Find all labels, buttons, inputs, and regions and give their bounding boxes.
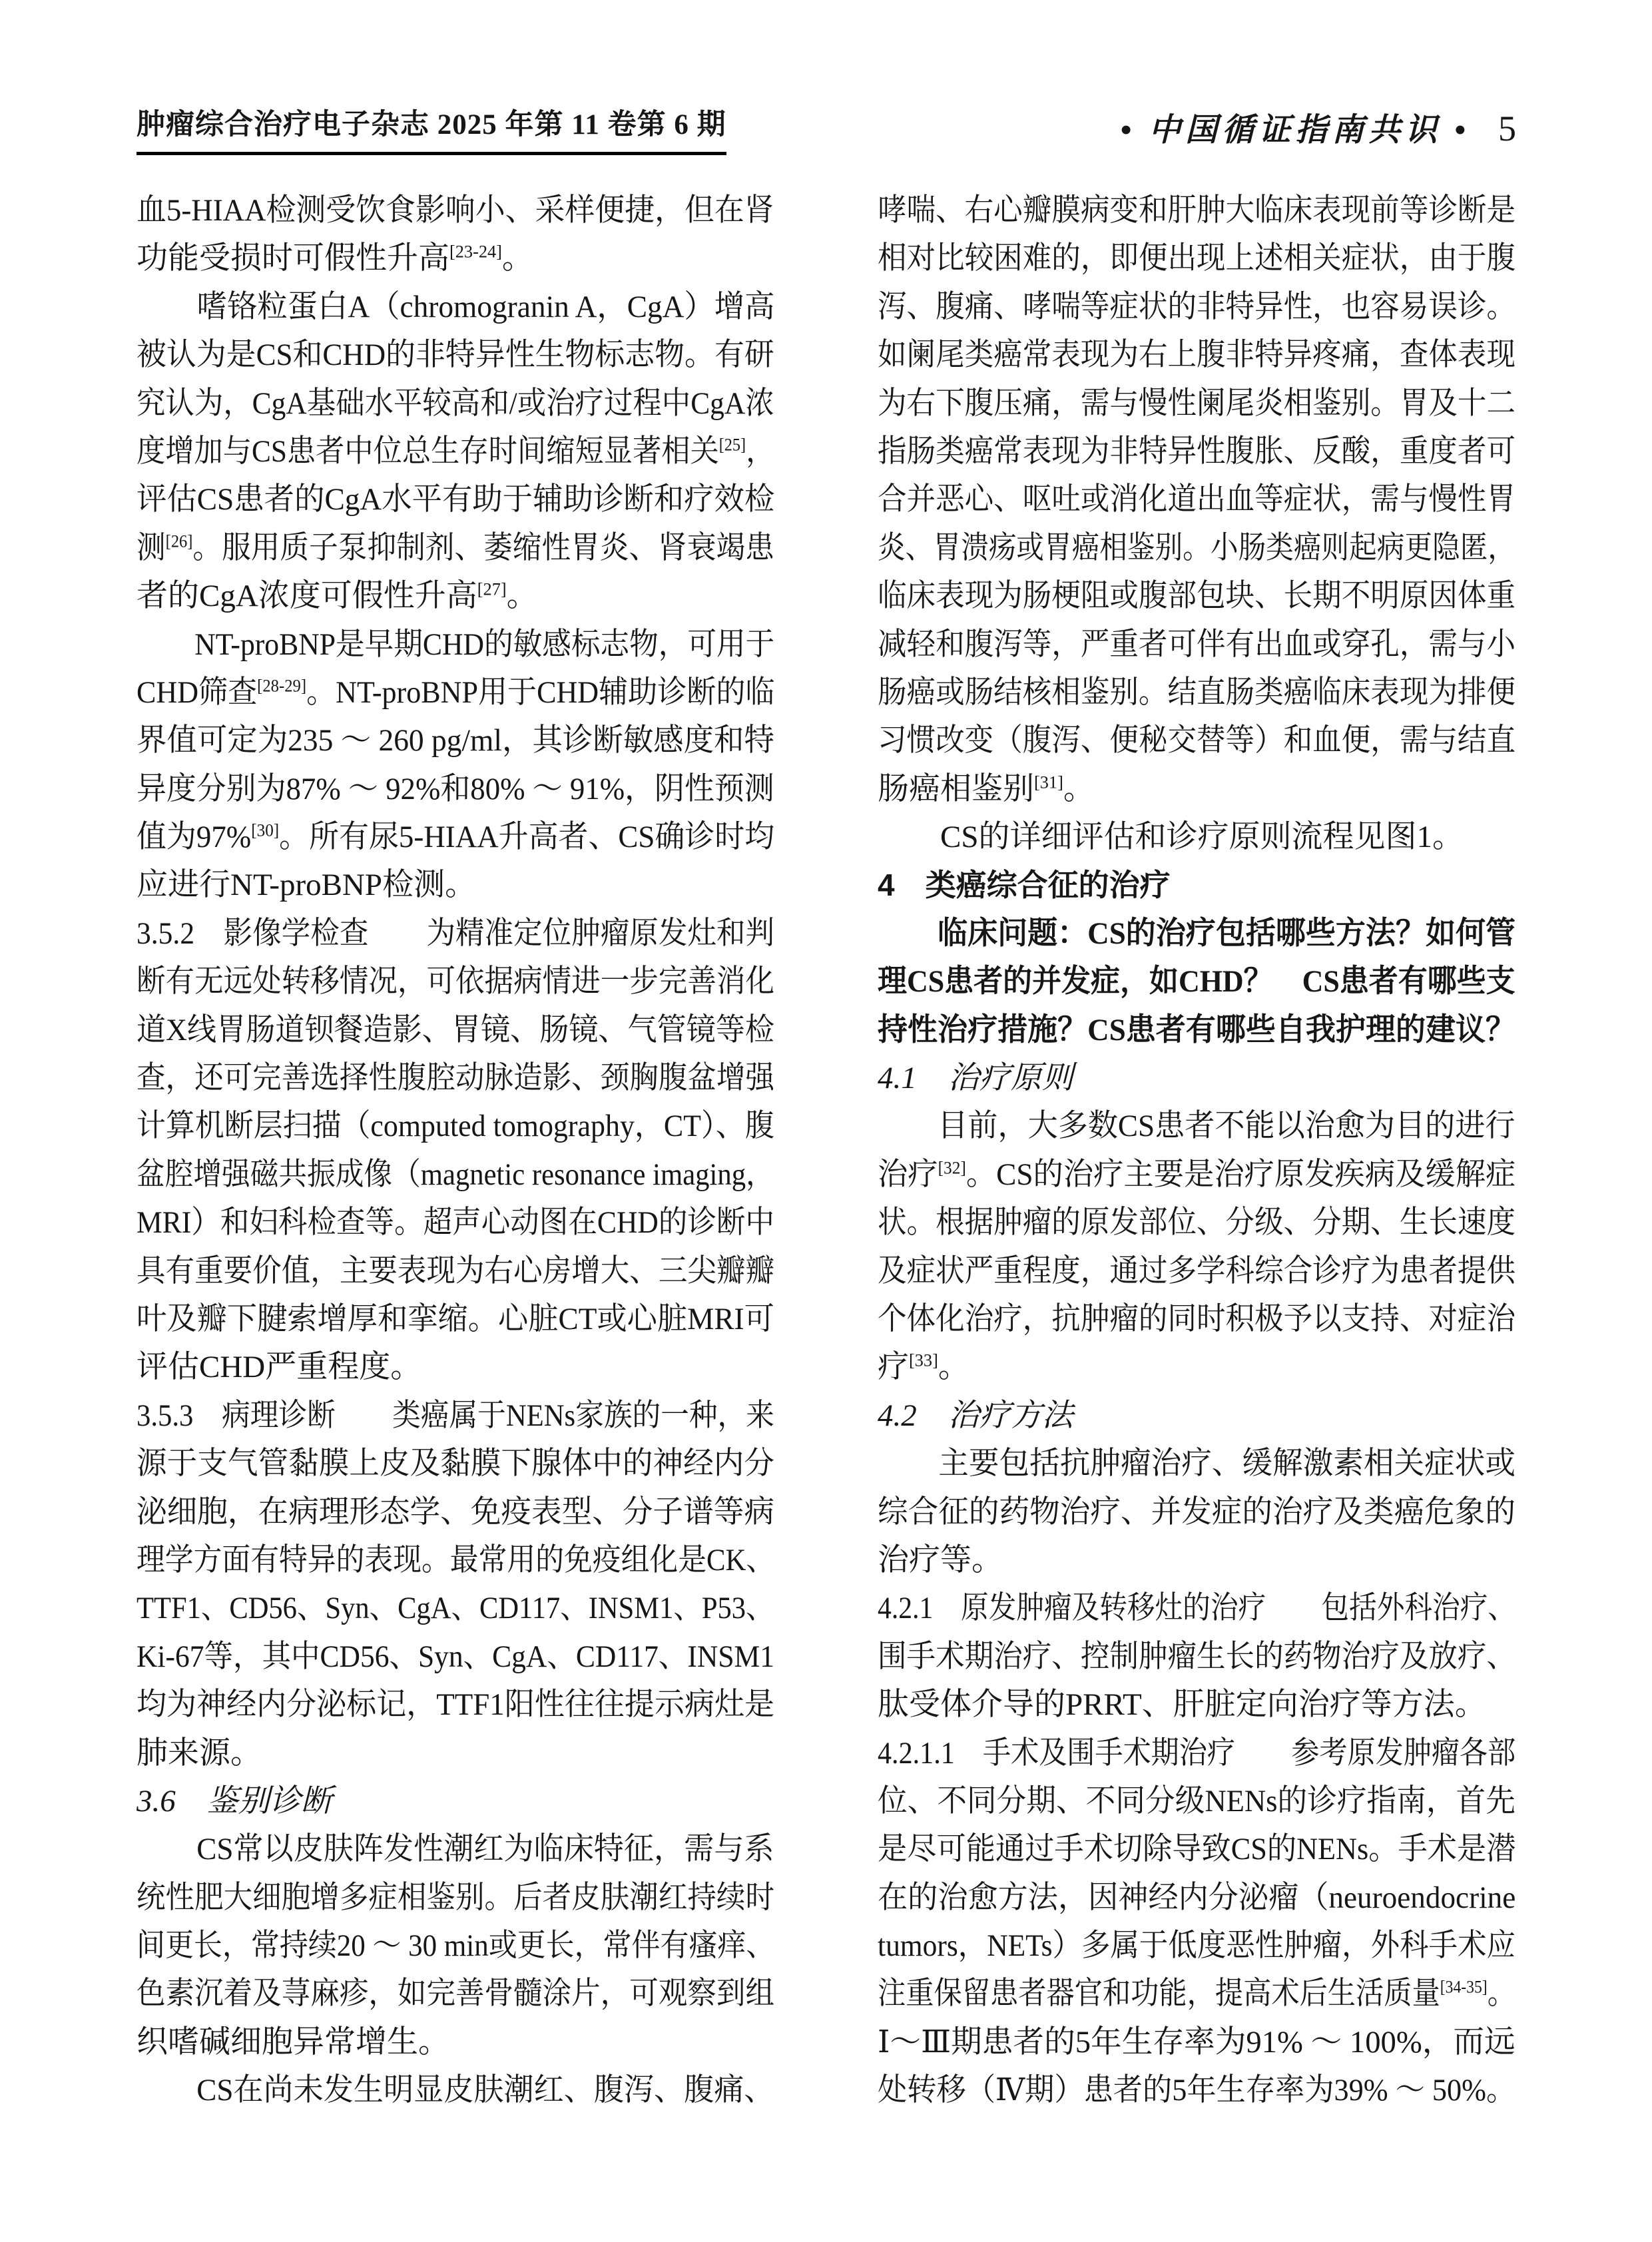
text-run: 测 [137,530,166,565]
text-run: ， [746,433,775,469]
text-run: CS在尚未发生明显皮肤潮红、腹泻、腹痛、 [196,2073,774,2108]
text-line [878,524,1515,572]
text-run: 4.2.1 原发肿瘤及转移灶的治疗 包括外科治疗、 [878,1591,1515,1626]
text-run: 3.6 鉴别诊断 [137,1783,332,1819]
text-line [137,2066,774,2114]
text-line [137,716,774,764]
text-run: CS常以皮肤阵发性潮红为临床特征，需与系 [196,1832,774,1867]
text-line [878,1922,1515,1970]
text-line [137,524,774,572]
text-line [137,1584,774,1632]
text-run: 3.5.2 影像学检查 为精准定位肿瘤原发灶和判 [137,916,774,951]
reference-superscript: [34-35] [1440,1977,1488,1997]
text-line [878,1247,1515,1295]
text-run: 注重保留患者器官和功能，提高术后生活质量 [878,1976,1440,2012]
text-line [878,1536,1515,1584]
text-run: CS的详细评估和诊疗原则流程见图1。 [940,820,1464,855]
text-run: 度增加与CS患者中位总生存时间缩短显著相关 [137,433,719,469]
text-line [137,186,774,234]
text-line [878,1825,1516,1873]
text-line [878,1343,1515,1391]
text-run: Ⅰ～Ⅲ期患者的5年生存率为91% ～ 100%，而远 [878,2024,1515,2060]
text-run: 。 [506,579,538,614]
text-line [878,1054,1515,1102]
text-run: 被认为是CS和CHD的非特异性生物标志物。有研 [137,338,774,373]
text-line [137,1392,774,1440]
reference-superscript: [32] [938,1158,966,1178]
text-line [878,2066,1516,2114]
text-line [137,572,774,620]
text-line [137,1199,775,1247]
reference-superscript: [23-24] [449,242,502,262]
text-run: 炎、胃溃疡或胃癌相鉴别。小肠类癌则起病更隐匿， [878,530,1515,565]
text-line [878,1199,1515,1247]
text-run: 计算机断层扫描（computed tomography，CT）、腹 [137,1109,774,1144]
text-line [137,621,775,669]
text-run: 临床问题：CS的治疗包括哪些方法？如何管 [938,916,1516,951]
text-run: 色素沉着及荨麻疹，如完善骨髓涂片，可观察到组 [137,1976,774,2012]
text-line [137,1102,774,1150]
right-column [878,186,1515,2124]
text-line [137,765,774,813]
text-run: TTF1、CD56、Syn、CgA、CD117、INSM1、P53、 [137,1591,774,1626]
text-run: 应进行NT-proBNP检测。 [137,868,477,903]
text-line [878,1006,1516,1054]
text-run: 叶及瓣下腱索增厚和挛缩。心脏CT或心脏MRI可 [137,1301,774,1336]
text-run: 究认为，CgA基础水平较高和/或治疗过程中CgA浓 [137,386,774,421]
text-line [878,813,1515,861]
text-line [878,283,1515,331]
text-run: 界值可定为235 ～ 260 pg/ml，其诊断敏感度和特 [137,723,774,758]
text-run: 4 类癌综合征的治疗 [878,868,1171,903]
text-run: MRI）和妇科检查等。超声心动图在CHD的诊断中 [137,1205,775,1241]
text-line [137,1970,774,2018]
text-run: 泌细胞，在病理形态学、免疫表型、分子谱等病 [137,1494,774,1530]
text-run: 理CS患者的并发症，如CHD？ CS患者有哪些支 [878,964,1515,999]
text-run: 主要包括抗肿瘤治疗、缓解激素相关症状或 [938,1446,1515,1482]
text-line [878,910,1516,958]
text-run: 治疗 [878,1157,938,1192]
text-run: 综合征的药物治疗、并发症的治疗及类癌危象的 [878,1494,1515,1530]
text-line [137,958,774,1005]
text-run: 评估CHD严重程度。 [137,1350,422,1385]
text-line [137,1874,774,1922]
text-run: 4.2 治疗方法 [878,1398,1073,1433]
text-run: 具有重要价值，主要表现为右心房增大、三尖瓣瓣 [137,1253,774,1288]
text-run: 查，还可完善选择性腹腔动脉造影、颈胸腹盆增强 [137,1061,774,1096]
text-run: 是尽可能通过手术切除导致CS的NENs。手术是潜 [878,1832,1516,1867]
text-line [137,669,775,716]
text-run: 均为神经内分泌标记，TTF1阳性往往提示病灶是 [137,1687,775,1723]
text-run: 者的CgA浓度可假性升高 [137,579,477,614]
text-line [137,1729,774,1777]
text-run: 为右下腹压痛，需与慢性阑尾炎相鉴别。胃及十二 [878,386,1515,421]
text-line [137,1343,774,1391]
text-run: 围手术期治疗、控制肿瘤生长的药物治疗及放疗、 [878,1639,1515,1674]
text-line [878,1584,1515,1632]
text-run: 减轻和腹泻等，严重者可伴有出血或穿孔，需与小 [878,627,1515,662]
text-run: 及症状严重程度，通过多学科综合诊疗为患者提供 [878,1253,1515,1288]
text-line [878,861,1515,909]
text-line [137,1681,775,1729]
text-run: 。 [1063,771,1095,806]
text-line [878,331,1515,379]
text-run: 。CS的治疗主要是治疗原发疾病及缓解症 [965,1157,1516,1192]
text-line [878,1777,1515,1825]
text-run: 在的治愈方法，因神经内分泌瘤（neuroendocrine [878,1880,1516,1915]
text-line [137,910,774,958]
text-line [137,1825,774,1873]
text-line [137,1633,774,1681]
text-line [137,1295,774,1343]
text-line [878,1729,1516,1777]
text-line [878,1633,1515,1681]
text-line [878,427,1515,475]
text-line [878,572,1515,620]
text-line [137,1440,774,1488]
text-run: CHD筛查 [137,675,258,710]
text-line [878,1488,1515,1536]
text-run: 个体化治疗，抗肿瘤的同时积极予以支持、对症治 [878,1301,1515,1336]
text-run: 断有无远处转移情况，可依据病情进一步完善消化 [137,964,774,999]
text-line [878,2018,1515,2066]
text-run: 肠癌或肠结核相鉴别。结直肠类癌临床表现为排便 [878,675,1515,710]
text-line [878,475,1515,523]
text-line [878,958,1515,1005]
text-line [878,186,1515,234]
text-line [878,716,1515,764]
text-run: 统性肥大细胞增多症相鉴别。后者皮肤潮红持续时 [137,1880,774,1915]
text-run: 习惯改变（腹泻、便秘交替等）和血便，需与结直 [878,723,1515,758]
section-label: • 中国循证指南共识 • [1120,113,1470,148]
text-run: 。 [1487,1976,1515,2012]
text-run: 功能受损时可假性升高 [137,241,449,276]
text-line [137,475,775,523]
text-line [878,380,1515,427]
reference-superscript: [33] [909,1350,938,1370]
text-run: 。所有尿5-HIAA升高者、CS确诊时均 [279,820,775,855]
text-line [137,234,774,282]
text-run: 治疗等。 [878,1542,1003,1577]
text-line [878,669,1515,716]
text-run: 哮喘、右心瓣膜病变和肝肿大临床表现前等诊断是 [878,193,1515,228]
page-header [0,100,1652,173]
text-line [878,1970,1515,2018]
text-run: 4.2.1.1 手术及围手术期治疗 参考原发肿瘤各部 [878,1735,1516,1771]
text-run: 肽受体介导的PRRT、肝脏定向治疗等方法。 [878,1687,1486,1723]
text-run: 源于支气管黏膜上皮及黏膜下腺体中的神经内分 [137,1446,774,1482]
text-run: 疗 [878,1350,909,1385]
text-line [137,283,775,331]
text-run: 合并恶心、呕吐或消化道出血等症状，需与慢性胃 [878,482,1515,517]
text-line [137,1151,774,1199]
text-run: 位、不同分期、不同分级NENs的诊疗指南，首先 [878,1783,1515,1819]
text-run: 间更长，常持续20 ～ 30 min或更长，常伴有瘙痒、 [137,1928,775,1964]
text-line [137,380,774,427]
text-line [878,234,1515,282]
reference-superscript: [26] [165,531,193,551]
header-right [1120,104,1516,150]
text-run: 状。根据肿瘤的原发部位、分级、分期、生长速度 [878,1205,1515,1241]
text-line [878,1874,1516,1922]
text-line [137,1488,774,1536]
reference-superscript: [31] [1034,772,1063,792]
text-run: Ki-67等，其中CD56、Syn、CgA、CD117、INSM1 [137,1639,774,1674]
text-run: 肺来源。 [137,1735,262,1771]
journal-title: 肿瘤综合治疗电子杂志 2025 年第 11 卷第 6 期 [137,108,726,155]
text-run: tumors，NETs）多属于低度恶性肿瘤，外科手术应 [878,1928,1515,1964]
text-run: 理学方面有特异的表现。最常用的免疫组化是CK、 [137,1542,775,1577]
text-run: 指肠类癌常表现为非特异性腹胀、反酸，重度者可 [878,433,1515,469]
page-number: 5 [1498,109,1516,148]
text-run: 3.5.3 病理诊断 类癌属于NENs家族的一种，来 [137,1398,774,1433]
text-run: 相对比较困难的，即便出现上述相关症状，由于腹 [878,241,1515,276]
text-line [878,1440,1515,1488]
text-run: 持性治疗措施？CS患者有哪些自我护理的建议？ [878,1012,1516,1047]
text-line [137,1006,774,1054]
reference-superscript: [30] [251,820,280,840]
text-run: 处转移（Ⅳ期）患者的5年生存率为39% ～ 50%。 [878,2073,1516,2108]
text-line [137,1247,774,1295]
text-run: 。 [938,1350,969,1385]
text-line [137,1536,775,1584]
reference-superscript: [28-29] [257,676,307,696]
left-column [137,186,774,2124]
text-line [137,331,774,379]
text-run: 临床表现为肠梗阻或腹部包块、长期不明原因体重 [878,579,1515,614]
text-line [878,1102,1515,1150]
text-run: 血5-HIAA检测受饮食影响小、采样便捷，但在肾 [137,193,774,228]
text-line [878,621,1515,669]
text-run: 异度分别为87% ～ 92%和80% ～ 91%，阴性预测 [137,771,774,806]
text-run: 泻、腹痛、哮喘等症状的非特异性，也容易误诊。 [878,289,1515,324]
text-line [137,1777,774,1825]
text-line [137,427,775,475]
text-line [137,2018,774,2066]
text-run: 评估CS患者的CgA水平有助于辅助诊断和疗效检 [137,482,775,517]
text-line [137,1054,774,1102]
text-run: 。NT-proBNP用于CHD辅助诊断的临 [306,675,775,710]
text-run: NT-proBNP是早期CHD的敏感标志物，可用于 [194,627,775,662]
text-line [878,765,1515,813]
text-line [878,1151,1516,1199]
text-line [878,1295,1515,1343]
text-line [137,861,774,909]
text-run: 目前，大多数CS患者不能以治愈为目的进行 [938,1109,1515,1144]
text-run: 道X线胃肠道钡餐造影、胃镜、肠镜、气管镜等检 [137,1012,774,1047]
text-run: 盆腔增强磁共振成像（magnetic resonance imaging， [137,1157,774,1192]
text-line [878,1681,1515,1729]
text-line [137,813,775,861]
reference-superscript: [27] [477,579,507,599]
text-run: 。服用质子泵抑制剂、萎缩性胃炎、肾衰竭患 [192,530,774,565]
text-run: 织嗜碱细胞异常增生。 [137,2024,449,2060]
text-line [878,1392,1515,1440]
text-run: 肠癌相鉴别 [878,771,1034,806]
text-run: 。 [501,241,533,276]
text-run: 如阑尾类癌常表现为右上腹非特异疼痛，查体表现 [878,338,1515,373]
reference-superscript: [25] [718,435,746,455]
text-line [137,1922,775,1970]
text-run: 值为97% [137,820,252,855]
text-run: 4.1 治疗原则 [878,1061,1073,1096]
text-run: 嗜铬粒蛋白A（chromogranin A，CgA）增高 [196,289,775,324]
